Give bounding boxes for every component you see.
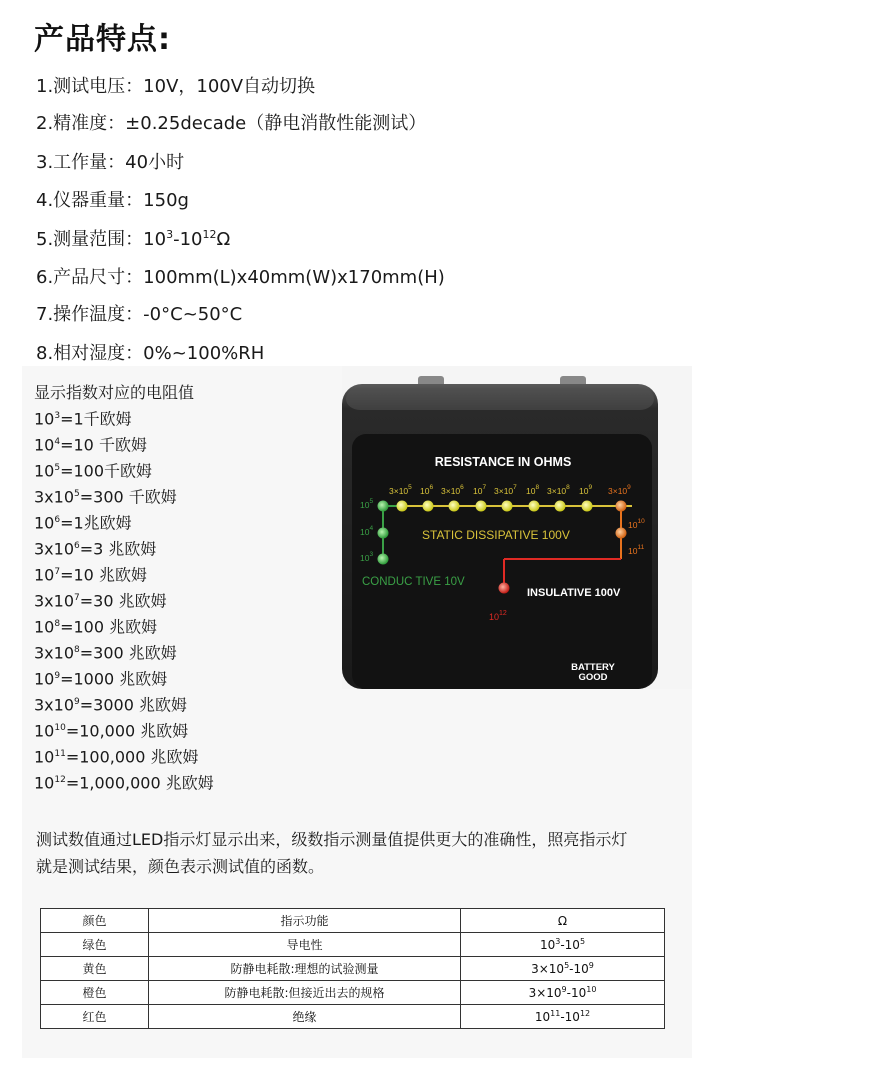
spec-item-range: 5.测量范围：$10^3-10^{12}\Omega$ [36, 228, 231, 250]
scale-label: $3\times 10^6$ [441, 484, 464, 496]
table-cell-range: $3\times 10^5-10^9$ [461, 957, 665, 981]
display-list-item: $10^8=100$ 兆欧姆 [34, 617, 158, 637]
display-list-item: $10^{11}=100,000$ 兆欧姆 [34, 747, 199, 767]
table-row [41, 981, 665, 1005]
yellow-led [555, 501, 566, 512]
display-list-item: $3x10^8=300$ 兆欧姆 [34, 643, 177, 663]
spec-item: 2.精准度：±0.25decade（静电消散性能测试） [36, 113, 427, 134]
table-header-cell: 颜色 [41, 909, 149, 933]
spec-item: 8.相对湿度：0%~100%RH [36, 343, 265, 364]
spec-item: 7.操作温度：-0°C~50°C [36, 304, 243, 325]
scale-label: $10^{11}$ [628, 544, 645, 556]
display-list-item: $3x10^6=3$ 兆欧姆 [34, 539, 157, 559]
scale-label: $10^5$ [360, 498, 374, 510]
spec-item: 3.工作量：40小时 [36, 152, 185, 173]
table-cell-function: 防静电耗散:理想的试验测量 [149, 957, 461, 981]
table-row [41, 1005, 665, 1029]
scale-label: $10^4$ [360, 525, 374, 537]
spec-item: 1.测试电压：10V，100V自动切换 [36, 76, 316, 97]
display-list-item: $10^7=10$ 兆欧姆 [34, 565, 147, 585]
orange-led [616, 528, 627, 539]
display-list-title: 显示指数对应的电阻值 [34, 383, 195, 402]
scale-label: $10^3$ [360, 551, 374, 563]
yellow-led [476, 501, 487, 512]
display-list-item: $10^{12}=1,000,000$ 兆欧姆 [34, 773, 214, 793]
yellow-led [529, 501, 540, 512]
table-cell-color: 绿色 [41, 933, 149, 957]
scale-label: $3\times 10^9$ [608, 484, 631, 496]
table-cell-color: 红色 [41, 1005, 149, 1029]
scale-label: $10^6$ [420, 484, 434, 496]
table-row [41, 933, 665, 957]
display-list-item: $10^9=1000$ 兆欧姆 [34, 669, 168, 689]
green-led [378, 501, 389, 512]
table-cell-range: $10^{11}-10^{12}$ [461, 1005, 665, 1029]
display-list-item: $10^6=1$兆欧姆 [34, 513, 132, 533]
table-cell-range: $3\times 10^9-10^{10}$ [461, 981, 665, 1005]
conductive-label: CONDUC TIVE 10V [362, 576, 465, 588]
green-led [378, 554, 389, 565]
yellow-led [582, 501, 593, 512]
scale-label: $10^8$ [526, 484, 540, 496]
meter-face [352, 434, 652, 689]
table-cell-function: 防静电耗散:但接近出去的规格 [149, 981, 461, 1005]
red-led [499, 583, 510, 594]
orange-led [616, 501, 627, 512]
battery-good-label: GOOD [578, 672, 608, 683]
resistance-meter-photo [342, 366, 692, 689]
display-list-item: $10^3=1$千欧姆 [34, 409, 132, 429]
scale-label: $10^9$ [579, 484, 593, 496]
table-cell-function: 导电性 [149, 933, 461, 957]
page-heading: 产品特点: [34, 22, 171, 57]
scale-label: $10^7$ [473, 484, 487, 496]
static-dissipative-label: STATIC DISSIPATIVE 100V [422, 528, 570, 542]
spec-item: 4.仪器重量：150g [36, 190, 189, 211]
table-row [41, 957, 665, 981]
display-value-list [34, 381, 214, 795]
green-led [378, 528, 389, 539]
display-list-item: $3x10^5=300$ 千欧姆 [34, 487, 177, 507]
table-cell-color: 橙色 [41, 981, 149, 1005]
led-description: 测试数值通过LED指示灯显示出来，级数指示测量值提供更大的准确性，照亮指示灯就是测试结果，颜色表示测试值的函数。 [36, 830, 628, 876]
yellow-led [423, 501, 434, 512]
yellow-led [397, 501, 408, 512]
table-header-row [41, 909, 665, 933]
display-list-item: $10^{10}=10,000$ 兆欧姆 [34, 721, 189, 741]
display-list-item: $3x10^7=30$ 兆欧姆 [34, 591, 167, 611]
scale-label: $3\times 10^8$ [547, 484, 570, 496]
insulative-scale-label: $10^{12}$ [489, 610, 507, 622]
yellow-led [449, 501, 460, 512]
scale-label: $3\times 10^5$ [389, 484, 412, 496]
table-cell-function: 绝缘 [149, 1005, 461, 1029]
display-list-item: $10^5=100$千欧姆 [34, 461, 153, 481]
scale-label: $3\times 10^7$ [494, 484, 517, 496]
insulative-label: INSULATIVE 100V [527, 587, 621, 599]
scale-label: $10^{10}$ [628, 518, 645, 530]
battery-label: BATTERY [571, 662, 615, 673]
color-function-table [40, 908, 665, 1029]
table-header-cell: 指示功能 [149, 909, 461, 933]
yellow-led [502, 501, 513, 512]
display-list-item: $10^4=10$ 千欧姆 [34, 435, 147, 455]
table-cell-color: 黄色 [41, 957, 149, 981]
meter-header-label: RESISTANCE IN OHMS [434, 455, 572, 469]
table-header-cell: Ω [461, 909, 665, 933]
display-list-item: $3x10^9=3000$ 兆欧姆 [34, 695, 187, 715]
spec-item: 6.产品尺寸：100mm(L)x40mm(W)x170mm(H) [36, 267, 445, 288]
table-cell-range: $10^3-10^5$ [461, 933, 665, 957]
